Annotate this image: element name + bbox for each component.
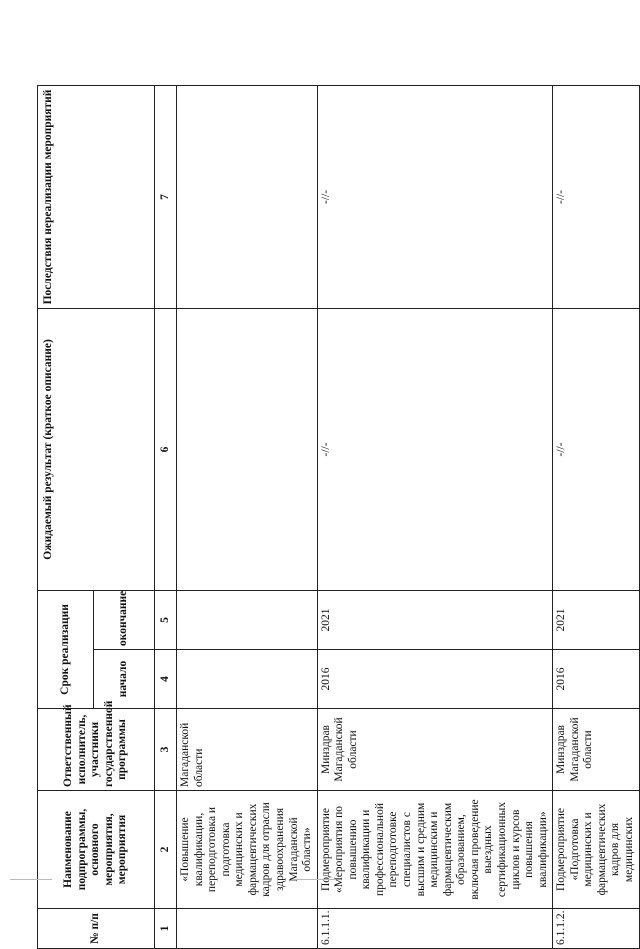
header-consequences: Последствия нереализации мероприятий (38, 85, 155, 308)
table-row (553, 85, 639, 948)
row-name: Подмероприятие «Подготовка медицинских и фармацевтических кадров для медицинских (553, 791, 639, 909)
header-num: № п/п (38, 909, 155, 949)
row-executor: Минздрав Магаданской области (317, 709, 553, 791)
row-num: 6.1.1.2. (553, 909, 639, 949)
row-end (177, 590, 318, 649)
row-name: Подмероприятие «Мероприятия по повышению квалификации и профессиональной переподготовке специалистов с высшим и средним медицинским и фармацевтическим образованием, включая проведение выездных сертификационных циклов и курсов повышения квалификации» (317, 791, 553, 909)
row-consequences: -//- (317, 85, 553, 308)
row-num (177, 909, 318, 949)
program-table (37, 85, 640, 949)
header-start: начало (94, 650, 155, 709)
col-number-1: 1 (155, 909, 177, 949)
rotated-table-page (37, 86, 635, 949)
row-executor: Магаданской области (177, 709, 318, 791)
row-consequences: -//- (553, 85, 639, 308)
row-start: 2016 (317, 650, 553, 709)
row-start: 2016 (553, 650, 639, 709)
header-executor: Ответственный исполнитель, участники государственной программы (38, 709, 155, 791)
header-end: окончание (94, 590, 155, 649)
table-row (317, 85, 553, 948)
col-number-2: 2 (155, 791, 177, 909)
col-number-4: 4 (155, 650, 177, 709)
scan-edge-mark (292, 879, 336, 880)
table-row (177, 85, 318, 948)
header-name: Наименование подпрограммы, основного мероприятия, мероприятия (38, 791, 155, 909)
col-number-6: 6 (155, 308, 177, 590)
row-end: 2021 (317, 590, 553, 649)
scan-edge-mark (10, 879, 52, 880)
row-name: «Повышение квалификации, переподготовка и подготовка медицинских и фармацевтических кадров для отрасли здравоохранения Магаданской области» (177, 791, 318, 909)
row-result (177, 308, 318, 590)
row-result: -//- (317, 308, 553, 590)
col-number-3: 3 (155, 709, 177, 791)
header-period: Срок реализации (38, 590, 94, 708)
row-start (177, 650, 318, 709)
header-result: Ожидаемый результат (краткое описание) (38, 308, 155, 590)
row-result: -//- (553, 308, 639, 590)
row-end: 2021 (553, 590, 639, 649)
row-num: 6.1.1.1. (317, 909, 553, 949)
row-consequences (177, 85, 318, 308)
row-executor: Минздрав Магаданской области (553, 709, 639, 791)
col-number-7: 7 (155, 85, 177, 308)
col-number-5: 5 (155, 590, 177, 649)
